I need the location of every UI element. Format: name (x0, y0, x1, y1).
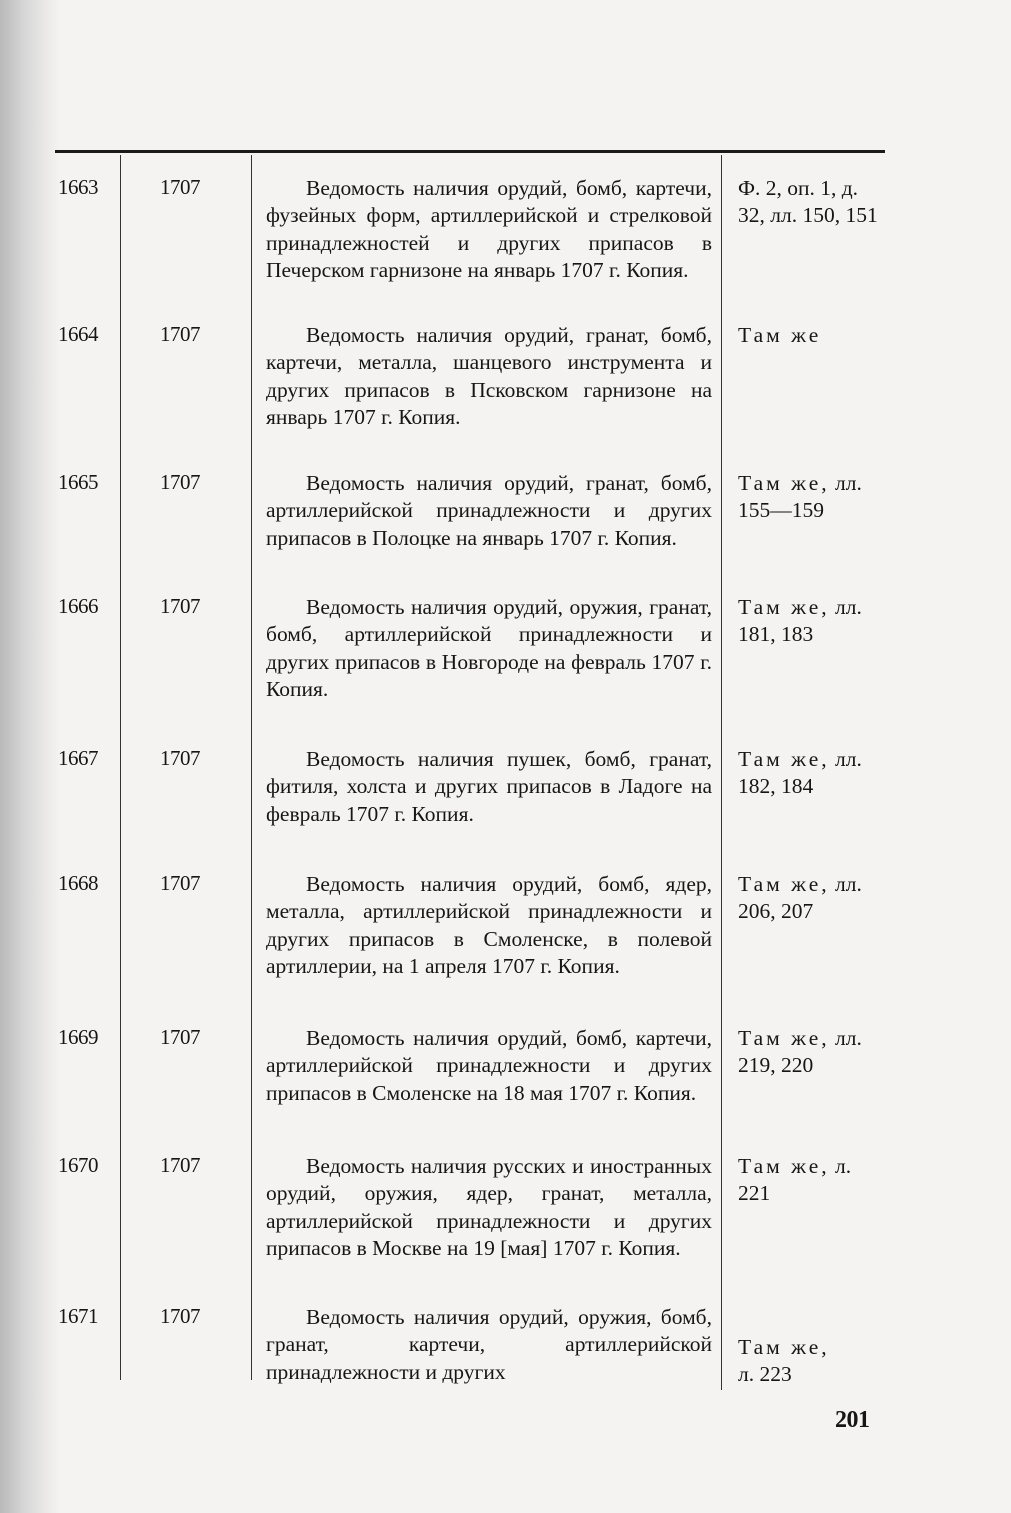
entry-number: 1670 (58, 1153, 98, 1177)
page-edge-shadow (0, 0, 60, 1513)
reference-sheets: лл. 182, 184 (738, 747, 862, 799)
entry-description: Ведомость наличия орудий, бомб, ядер, металла, артиллерийской принадлежности и других припасов в Смоленске, в полевой артиллерии, на 1 апреля 1707 г. Копия. (266, 872, 712, 979)
reference-sheets: лл. 181, 183 (738, 595, 862, 647)
entry-number: 1665 (58, 470, 98, 494)
entry-description: Ведомость наличия орудий, гранат, бомб, артиллерийской принадлежности и других припасов в Полоцке на январь 1707 г. Копия. (266, 471, 712, 550)
reference-place: Там же, (738, 1026, 830, 1050)
entry-year: 1707 (160, 594, 200, 618)
entry-description: Ведомость наличия орудий, гранат, бомб, картечи, металла, шанцевого инструмента и других припасов в Псковском гарнизоне на январь 1707 г. Копия. (266, 323, 712, 430)
reference-place: Ф. 2, оп. 1, д. 32, лл. 150, 151 (738, 176, 878, 228)
reference-place: Там же, (738, 1154, 830, 1178)
entry-number: 1668 (58, 871, 98, 895)
entry-year: 1707 (160, 871, 200, 895)
column-divider-number (120, 155, 121, 1380)
entry-year: 1707 (160, 322, 200, 346)
entry-reference (738, 746, 886, 801)
reference-sheets: л. 221 (738, 1154, 852, 1206)
entry-number: 1671 (58, 1304, 98, 1328)
entry-number: 1669 (58, 1025, 98, 1049)
reference-sheets: лл. 155—159 (738, 471, 862, 523)
entry-reference (738, 594, 886, 649)
page-number: 201 (835, 1407, 870, 1433)
entry-number: 1667 (58, 746, 98, 770)
entry-description: Ведомость наличия русских и иностранных орудий, оружия, ядер, гранат, металла, артиллерийской принадлежности и других припасов в Москве на 19 [мая] 1707 г. Копия. (266, 1154, 712, 1261)
entry-number: 1666 (58, 594, 98, 618)
table-top-rule (55, 150, 885, 153)
reference-place: Там же, (738, 471, 830, 495)
entry-description: Ведомость наличия орудий, бомб, картечи, фузейных форм, артиллерийской и стрелковой принадлежностей и других припасов в Печерском гарнизоне на январь 1707 г. Копия. (266, 176, 712, 283)
entry-year: 1707 (160, 746, 200, 770)
entry-number: 1663 (58, 175, 98, 199)
entry-reference (738, 871, 886, 926)
reference-sheets: лл. 219, 220 (738, 1026, 862, 1078)
entry-description: Ведомость наличия орудий, оружия, бомб, гранат, картечи, артиллерийской принадлежности и других (266, 1305, 712, 1384)
entry-year: 1707 (160, 1025, 200, 1049)
entry-reference (738, 175, 886, 230)
entry-reference (738, 1334, 886, 1389)
entry-reference (738, 322, 886, 349)
entry-description: Ведомость наличия пушек, бомб, гранат, фитиля, холста и других припасов в Ладоге на февраль 1707 г. Копия. (266, 747, 712, 826)
entry-year: 1707 (160, 1153, 200, 1177)
reference-sheets: л. 223 (738, 1362, 792, 1387)
reference-place: Там же, (738, 1335, 830, 1359)
entry-number: 1664 (58, 322, 98, 346)
reference-place: Там же, (738, 872, 830, 896)
entry-year: 1707 (160, 1304, 200, 1328)
column-divider-year (251, 155, 252, 1380)
reference-place: Там же, (738, 595, 830, 619)
entry-year: 1707 (160, 175, 200, 199)
entry-description: Ведомость наличия орудий, бомб, картечи, артиллерийской принадлежности и других припасов в Смоленске на 18 мая 1707 г. Копия. (266, 1026, 712, 1105)
entry-year: 1707 (160, 470, 200, 494)
reference-place: Там же (738, 323, 822, 347)
column-divider-description (721, 155, 722, 1390)
entry-description: Ведомость наличия орудий, оружия, гранат, бомб, артиллерийской принадлежности и других припасов в Новгороде на февраль 1707 г. Копия. (266, 595, 712, 702)
reference-place: Там же, (738, 747, 830, 771)
entry-reference (738, 1025, 886, 1080)
entry-reference (738, 1153, 886, 1208)
entry-reference (738, 470, 886, 525)
reference-sheets: лл. 206, 207 (738, 872, 862, 924)
